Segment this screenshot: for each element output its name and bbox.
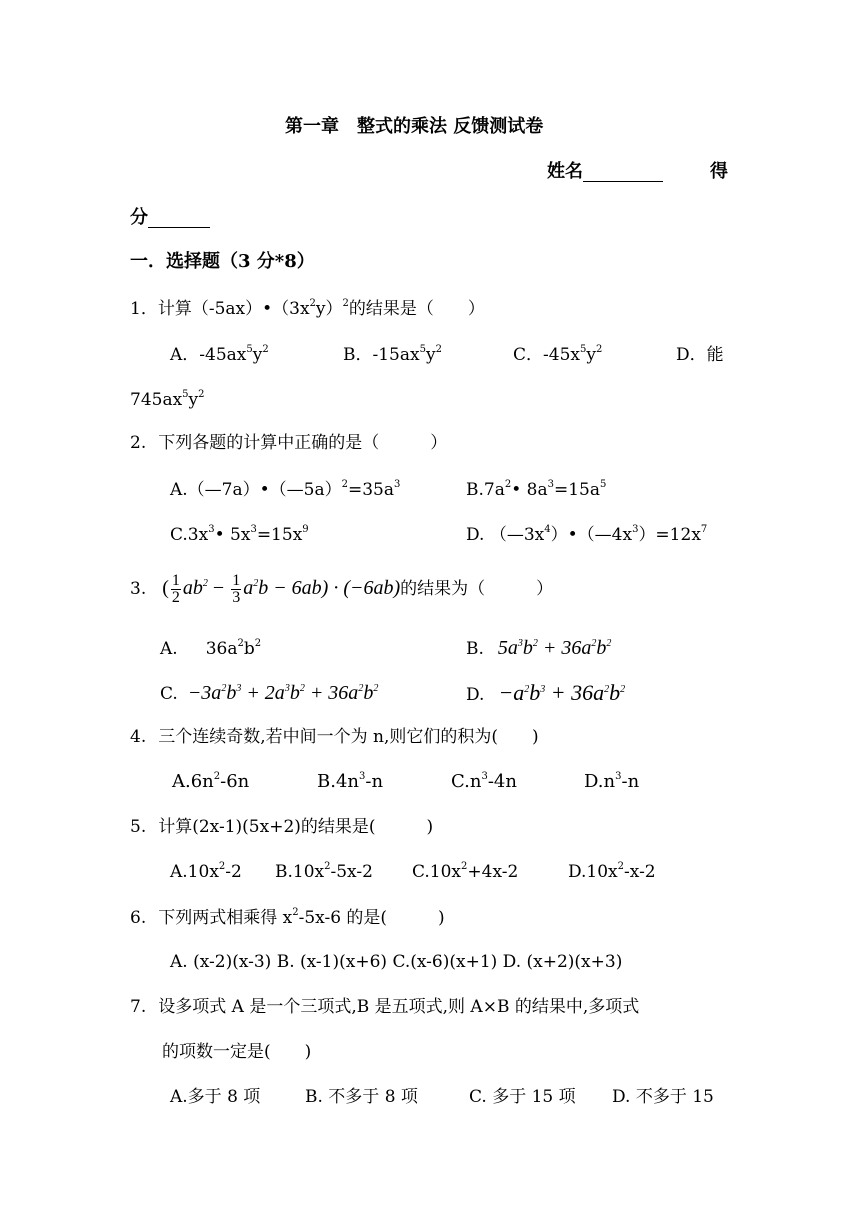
score-label-2: 分 [130, 207, 148, 228]
q3-option-c: C. $-3a^2b^3 + 2a^3b^2 + 36a^2b^2$ [160, 682, 379, 704]
question-7-continued: 的项数一定是( ) [162, 1042, 312, 1062]
q5-option-d: $D.10x^2-x-2$ [568, 861, 656, 882]
question-6: 6. 下列两式相乘得 $x^2-5x-6$ 的是( ) [130, 907, 445, 928]
q2-option-d: D. $(—3x^4)•(—4x^3)=12x^7$ [466, 524, 708, 545]
q2-option-a: $A.(—7a)•(—5a)^2=35a^3$ [170, 479, 401, 500]
q7-option-a: A.多于 8 项 [170, 1087, 261, 1107]
q7-option-c: C. 多于 15 项 [469, 1087, 576, 1107]
q1-option-d-continued: $745ax^5y^2$ [130, 389, 205, 410]
q5-option-c: $C.10x^2+4x-2$ [412, 861, 519, 882]
q7-option-d: D. 不多于 15 [612, 1087, 714, 1107]
q6-options: A. (x-2)(x-3) B. (x-1)(x+6) C.(x-6)(x+1) D. (x+2)(x+3) [170, 952, 623, 972]
question-3: 3. ( $\frac{1}{2}$ $ab^2$ − $\frac{1}{3}$ $a^2b - 6ab) \cdot (-6ab)$的结果为（ ） [130, 571, 554, 606]
question-5: 5. 计算(2x-1)(5x+2)的结果是( ) [130, 817, 434, 837]
q3-option-b: B. $5a^3b^2 + 36a^2b^2$ [466, 637, 612, 659]
q5-option-b: $B.10x^2-5x-2$ [275, 861, 373, 882]
q4-option-b: $B.4n^3-n$ [317, 771, 384, 792]
name-blank [583, 165, 663, 182]
q1-option-a: A．$-45ax^5y^2$ [170, 344, 269, 365]
name-label: 姓名 [547, 161, 583, 182]
q4-option-a: $A.6n^2-6n$ [172, 771, 250, 792]
score-blank [148, 211, 210, 228]
q2-option-c: $C.3x^3•$ $5x^3=15x^9$ [170, 524, 309, 545]
question-1: 1．计算$(-5ax)•(3x^2y)^2$的结果是（ ） [130, 298, 485, 319]
q1-option-b: B．$-15ax^5y^2$ [343, 344, 442, 365]
q1-option-d: D．能 [676, 345, 724, 365]
q3-option-d: D. $-a^2b^3 + 36a^2b^2$ [466, 680, 626, 705]
score-field [130, 208, 210, 228]
q2-option-b: $B.7a^2•$ $8a^3=15a^5$ [466, 479, 607, 500]
question-2: 2. 下列各题的计算中正确的是（ ） [130, 433, 448, 453]
q1-option-c: C．$-45x^5y^2$ [513, 344, 603, 365]
q4-option-c: $C.n^3-4n$ [451, 771, 517, 792]
q7-option-b: B. 不多于 8 项 [305, 1087, 418, 1107]
question-4: 4. 三个连续奇数,若中间一个为 n,则它们的积为( ) [130, 727, 539, 747]
question-7: 7. 设多项式 A 是一个三项式,B 是五项式,则 A×B 的结果中,多项式 [130, 997, 640, 1017]
q3-expression: ( $\frac{1}{2}$ $ab^2$ − $\frac{1}{3}$ $a^2b - 6ab) \cdot (-6ab)$ [162, 571, 401, 606]
score-label-1: 得 [710, 161, 728, 182]
q5-option-a: $A.10x^2-2$ [170, 861, 242, 882]
q4-option-d: $D.n^3-n$ [584, 771, 640, 792]
section-heading: 一．选择题（3 分*8） [130, 251, 315, 272]
name-field [547, 162, 663, 182]
page-title: 第一章 整式的乘法 反馈测试卷 [285, 116, 544, 137]
q3-option-a: A. $36a^2b^2$ [160, 638, 262, 659]
